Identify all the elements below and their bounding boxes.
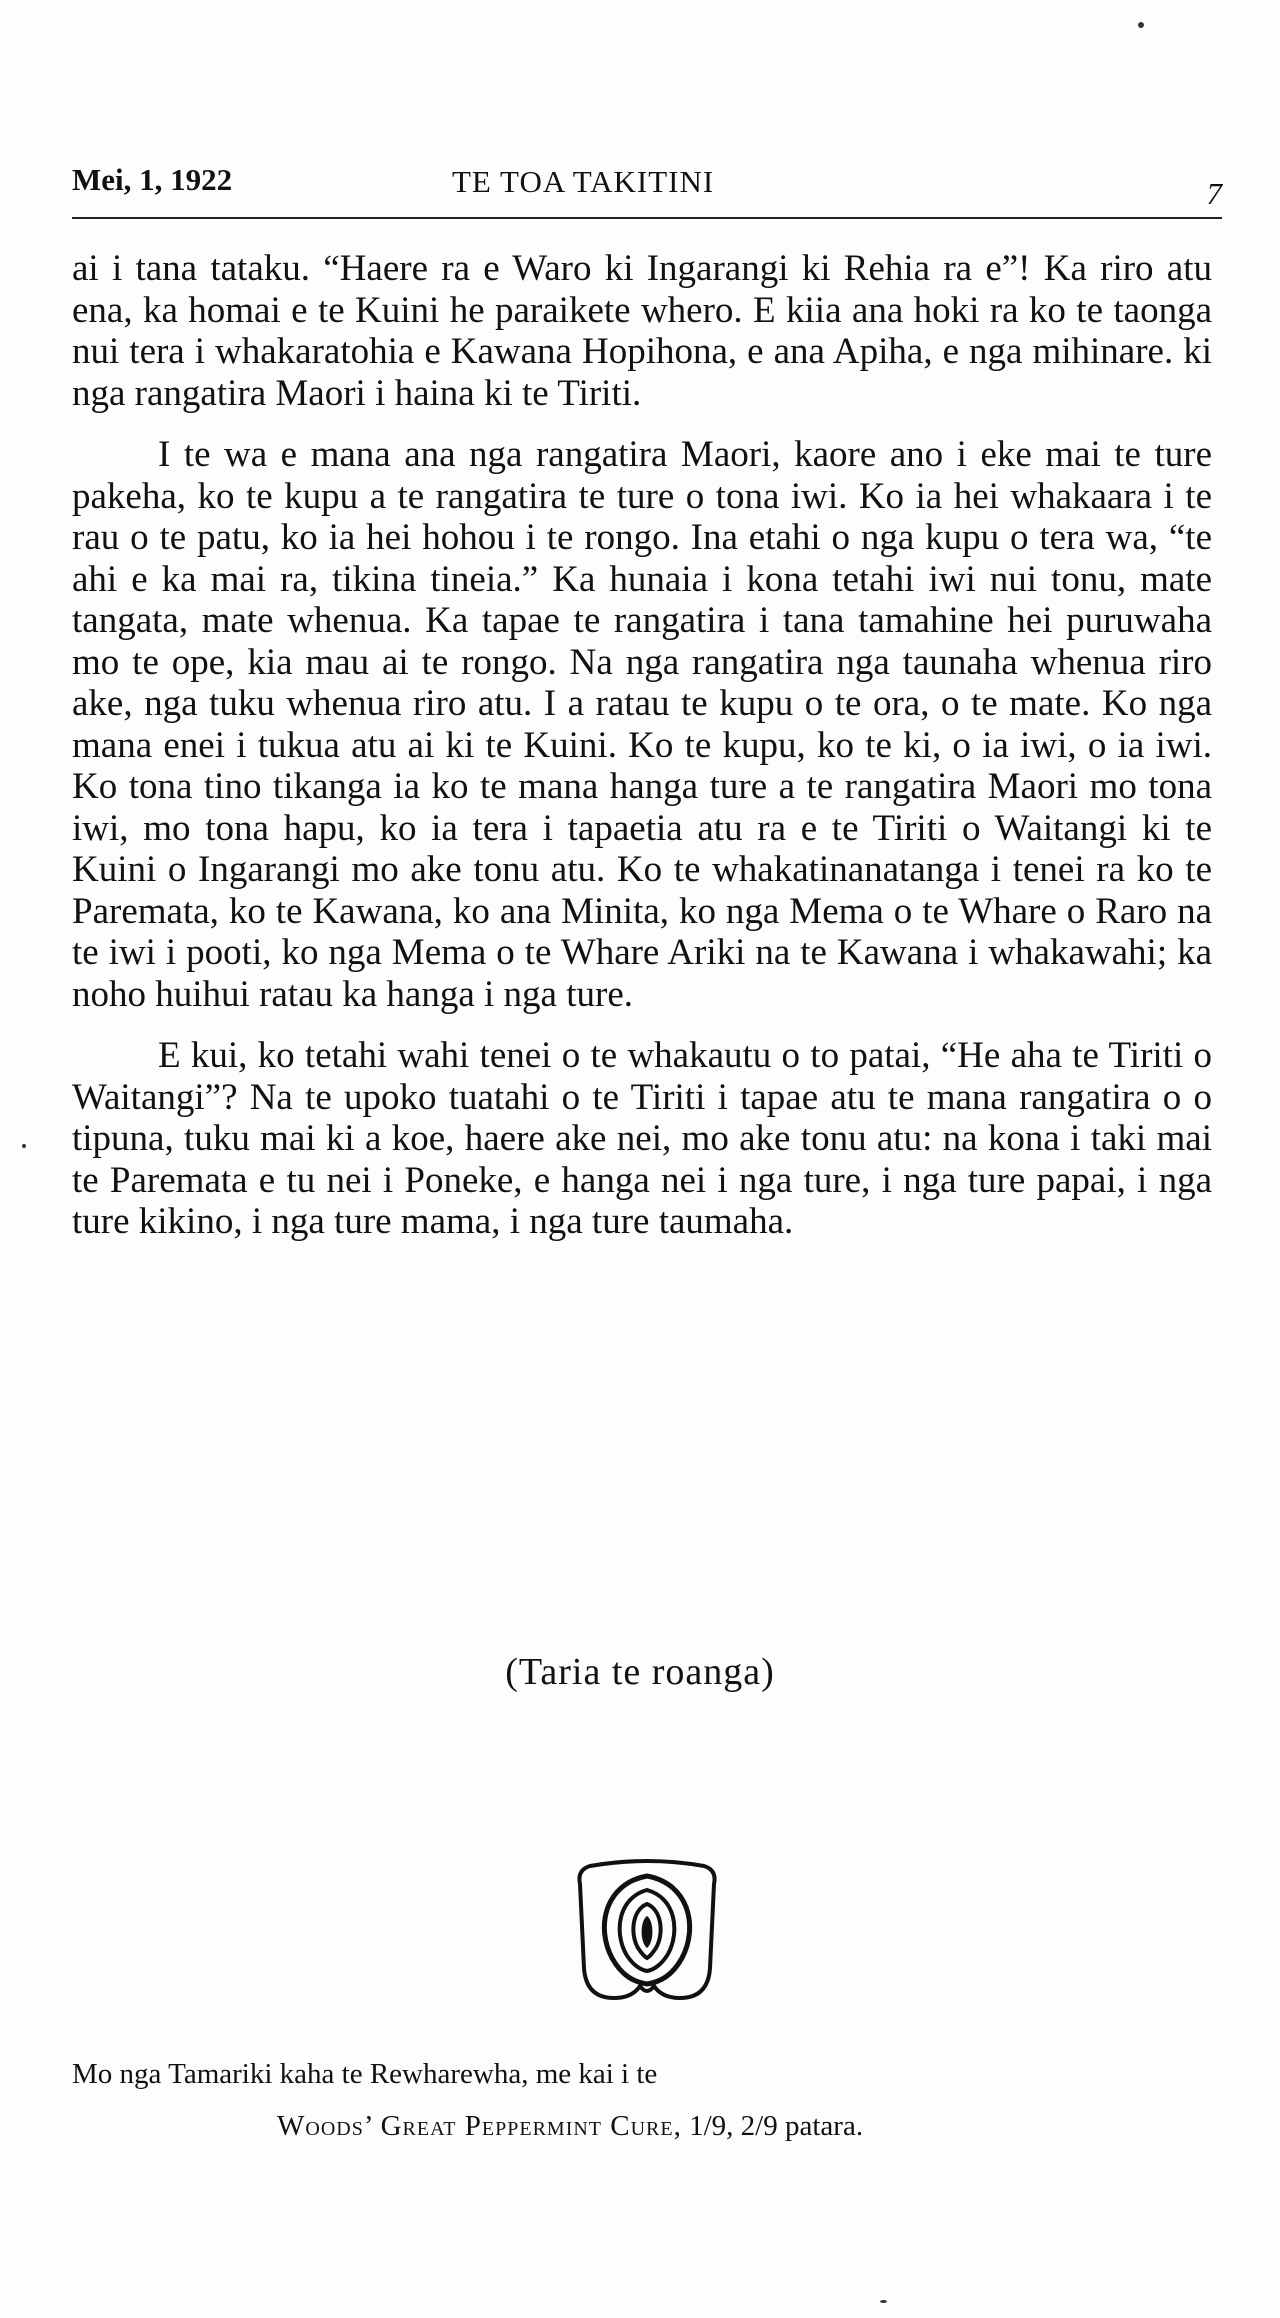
stylized-bud-ornament-icon [572,1858,722,2006]
page-header [72,150,1222,210]
page-number: 7 [1206,176,1222,211]
article-body [72,248,1212,1263]
print-speck [1138,22,1144,28]
paragraph-1: ai i tana tataku. “Haere ra e Waro ki Ingarangi ki Rehia ra e”! Ka riro atu ena, ka homai e te Kuini he paraikete whero. E kiia ana hoki ra ko te taonga nui tera i whakaratohia e Kawana Hopihona, e ana Apiha, e nga mihinare. ki nga rangatira Maori i haina ki te Tiriti. [72,248,1212,414]
continued-note: (Taria te roanga) [505,1651,775,1693]
print-speck [22,1144,26,1148]
advert-product: Woods’ Great Peppermint Cure, [277,2110,682,2142]
paragraph-3: E kui, ko tetahi wahi tenei o te whakautu o to patai, “He aha te Tiriti o Waitangi”? Na te upoko tuatahi o te Tiriti i tapae atu te mana rangatira o o tipuna, tuku mai ki a koe, haere ake nei, mo ake tonu atu: na kona i taki mai te Paremata e tu nei i Poneke, e hanga nei i nga ture, i nga ture papai, i nga ture kikino, i nga ture mama, i nga ture taumaha. [72,1035,1212,1242]
advert-line-2 [277,2110,863,2143]
advert-line-1: Mo nga Tamariki kaha te Rewharewha, me kai i te [72,2058,658,2090]
header-date: Mei, 1, 1922 [72,162,233,197]
header-rule [72,217,1222,219]
print-speck [880,2300,887,2303]
header-title: TE TOA TAKITINI [452,164,715,199]
advert-prices: 1/9, 2/9 patara. [689,2110,864,2142]
paragraph-2: I te wa e mana ana nga rangatira Maori, kaore ano i eke mai te ture pakeha, ko te kupu a te rangatira te ture o tona iwi. Ko ia hei whakaara i te rau o te patu, ko ia hei hohou i te rongo. Ina etahi o nga kupu o tera wa, “te ahi e ka mai ra, tikina tineia.” Ka hunaia i kona tetahi iwi nui tonu, mate tangata, mate whenua. Ka tapae te rangatira i tana tamahine hei puruwaha mo te ope, kia mau ai te rongo. Na nga rangatira nga taunaha whenua riro ake, nga tuku whenua riro atu. I a ratau te kupu o te ora, o te mate. Ko nga mana enei i tukua atu ai ki te Kuini. Ko te kupu, ko te ki, o ia iwi, o ia iwi. Ko tona tino tikanga ia ko te mana hanga ture a te rangatira Maori mo tona iwi, mo tona hapu, ko ia tera i tapaetia atu ra e te Tiriti o Waitangi ki te Kuini o Ingarangi mo ake tonu atu. Ko te whakatinanatanga i tenei ra ko te Paremata, ko te Kawana, ko ana Minita, ko nga Mema o te Whare o Raro na te iwi i pooti, ko nga Mema o te Whare Ariki na te Kawana i whakawahi; ka noho huihui ratau ka hanga i nga ture. [72,434,1212,1015]
